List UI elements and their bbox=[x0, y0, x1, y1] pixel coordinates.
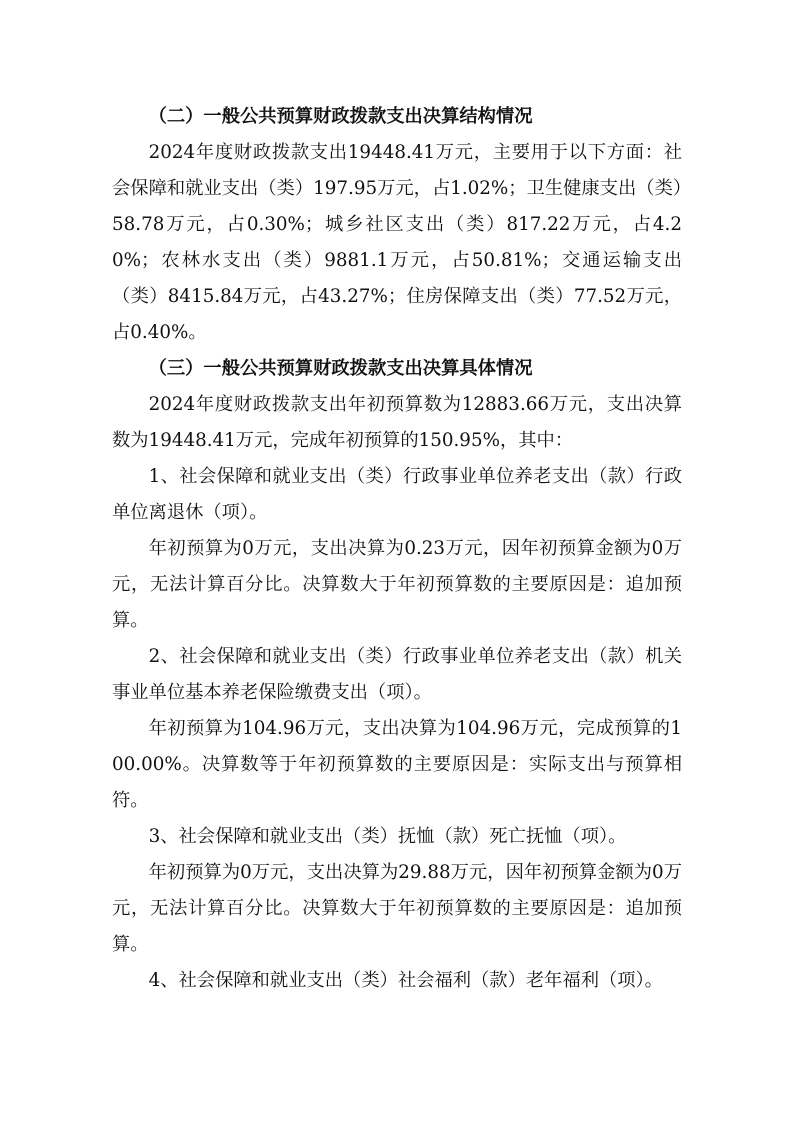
paragraph: 1、社会保障和就业支出（类）行政事业单位养老支出（款）行政单位离退休（项）。 bbox=[112, 466, 682, 523]
paragraph: 3、社会保障和就业支出（类）抚恤（款）死亡抚恤（项）。 bbox=[148, 826, 627, 847]
paragraph: 4、社会保障和就业支出（类）社会福利（款）老年福利（项）。 bbox=[148, 970, 663, 991]
document-body bbox=[112, 99, 682, 999]
section-heading: （三）一般公共预算财政拨款支出决算具体情况 bbox=[148, 358, 533, 379]
paragraph: 2024年度财政拨款支出19448.41万元，主要用于以下方面：社会保障和就业支出（类）197.95万元，占1.02%；卫生健康支出（类）58.78万元，占0.30%；城乡社区支出（类）817.22万元，占4.20%；农林水支出（类）9881.1万元，占50.81%；交通运输支出（类）8415.84万元，占43.27%；住房保障支出（类）77.52万元，占0.40%。 bbox=[112, 142, 682, 343]
paragraph: 年初预算为0万元，支出决算为0.23万元，因年初预算金额为0万元，无法计算百分比。决算数大于年初预算数的主要原因是：追加预算。 bbox=[112, 538, 682, 631]
paragraph: 年初预算为0万元，支出决算为29.88万元，因年初预算金额为0万元，无法计算百分比。决算数大于年初预算数的主要原因是：追加预算。 bbox=[112, 862, 682, 955]
section-heading: （二）一般公共预算财政拨款支出决算结构情况 bbox=[148, 106, 533, 127]
paragraph: 年初预算为104.96万元，支出决算为104.96万元，完成预算的100.00%。决算数等于年初预算数的主要原因是：实际支出与预算相符。 bbox=[112, 718, 682, 811]
paragraph: 2、社会保障和就业支出（类）行政事业单位养老支出（款）机关事业单位基本养老保险缴费支出（项）。 bbox=[112, 646, 682, 703]
paragraph: 2024年度财政拨款支出年初预算数为12883.66万元，支出决算数为19448.41万元，完成年初预算的150.95%，其中： bbox=[112, 394, 682, 451]
